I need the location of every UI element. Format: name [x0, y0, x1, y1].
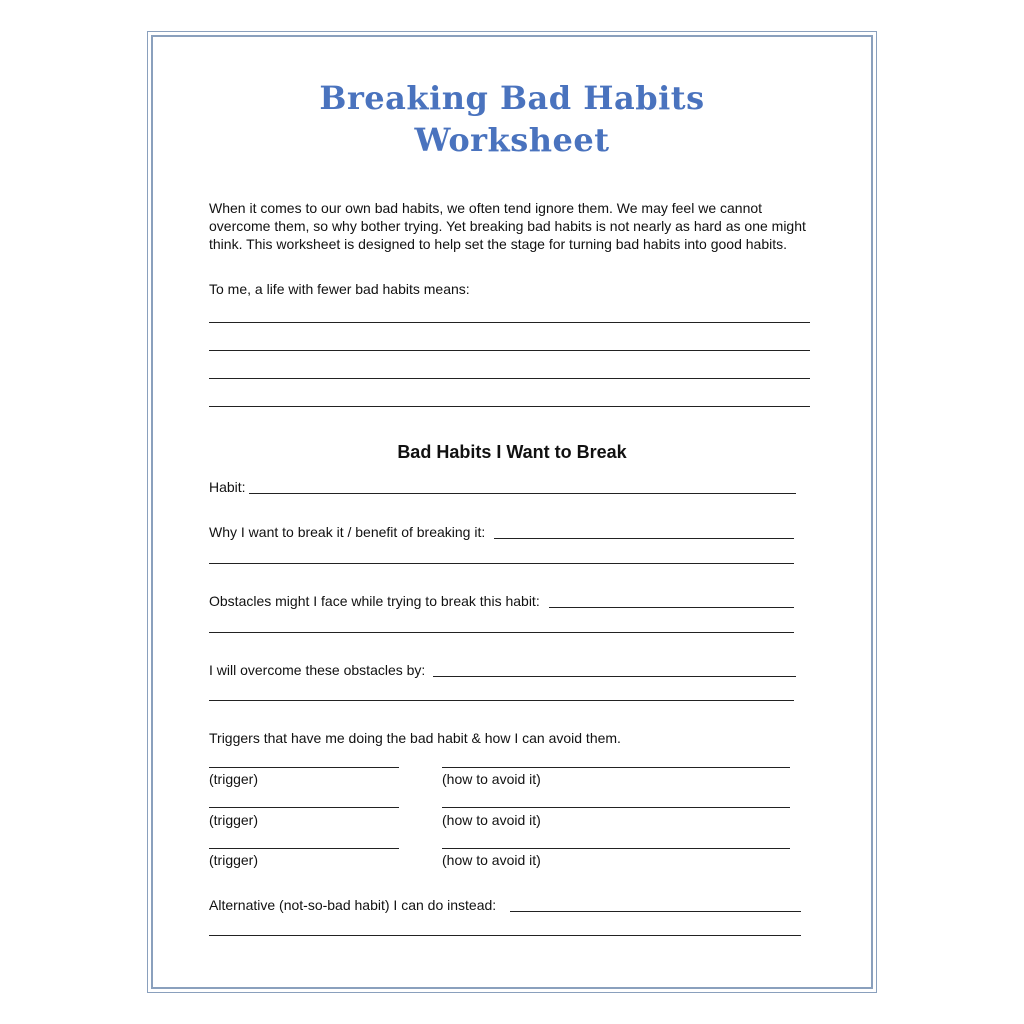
trigger-caption-2: (trigger) — [209, 812, 259, 828]
avoid-caption-1: (how to avoid it) — [442, 771, 541, 787]
overcome-answer-line-1[interactable] — [433, 676, 796, 677]
avoid-caption-3: (how to avoid it) — [442, 852, 541, 868]
trigger-line-2[interactable] — [209, 807, 399, 808]
life-answer-line-1[interactable] — [209, 322, 810, 323]
title-line-2: Worksheet — [414, 121, 610, 159]
alternative-answer-line-2[interactable] — [209, 935, 801, 936]
trigger-line-1[interactable] — [209, 767, 399, 768]
habit-label: Habit: — [209, 479, 246, 495]
avoid-line-2[interactable] — [442, 807, 790, 808]
avoid-line-3[interactable] — [442, 848, 790, 849]
intro-paragraph: When it comes to our own bad habits, we often tend ignore them. We may feel we cannot overcome them, so why bother trying. Yet breaking bad habits is not nearly as hard as one might think. This worksheet is designed to help set the stage for turning bad habits into good habits. — [209, 200, 806, 252]
trigger-caption-1: (trigger) — [209, 771, 259, 787]
trigger-line-3[interactable] — [209, 848, 399, 849]
why-answer-line-2[interactable] — [209, 563, 794, 564]
page-border-inner — [151, 35, 873, 989]
trigger-caption-3: (trigger) — [209, 852, 259, 868]
life-answer-line-3[interactable] — [209, 378, 810, 379]
why-label: Why I want to break it / benefit of breaking it: — [209, 524, 486, 540]
avoid-caption-2: (how to avoid it) — [442, 812, 541, 828]
title-line-1: Breaking Bad Habits — [319, 79, 705, 117]
habit-answer-line[interactable] — [249, 493, 796, 494]
life-answer-line-4[interactable] — [209, 406, 810, 407]
obstacles-answer-line-2[interactable] — [209, 632, 794, 633]
obstacles-label: Obstacles might I face while trying to break this habit: — [209, 593, 540, 609]
alternative-label: Alternative (not-so-bad habit) I can do instead: — [209, 897, 497, 913]
why-answer-line-1[interactable] — [494, 538, 794, 539]
avoid-line-1[interactable] — [442, 767, 790, 768]
life-prompt: To me, a life with fewer bad habits means: — [209, 281, 470, 297]
overcome-label: I will overcome these obstacles by: — [209, 662, 426, 678]
triggers-label: Triggers that have me doing the bad habit & how I can avoid them. — [209, 730, 621, 746]
alternative-answer-line-1[interactable] — [510, 911, 801, 912]
life-answer-line-2[interactable] — [209, 350, 810, 351]
obstacles-answer-line-1[interactable] — [549, 607, 794, 608]
section-heading: Bad Habits I Want to Break — [397, 442, 627, 462]
overcome-answer-line-2[interactable] — [209, 700, 794, 701]
